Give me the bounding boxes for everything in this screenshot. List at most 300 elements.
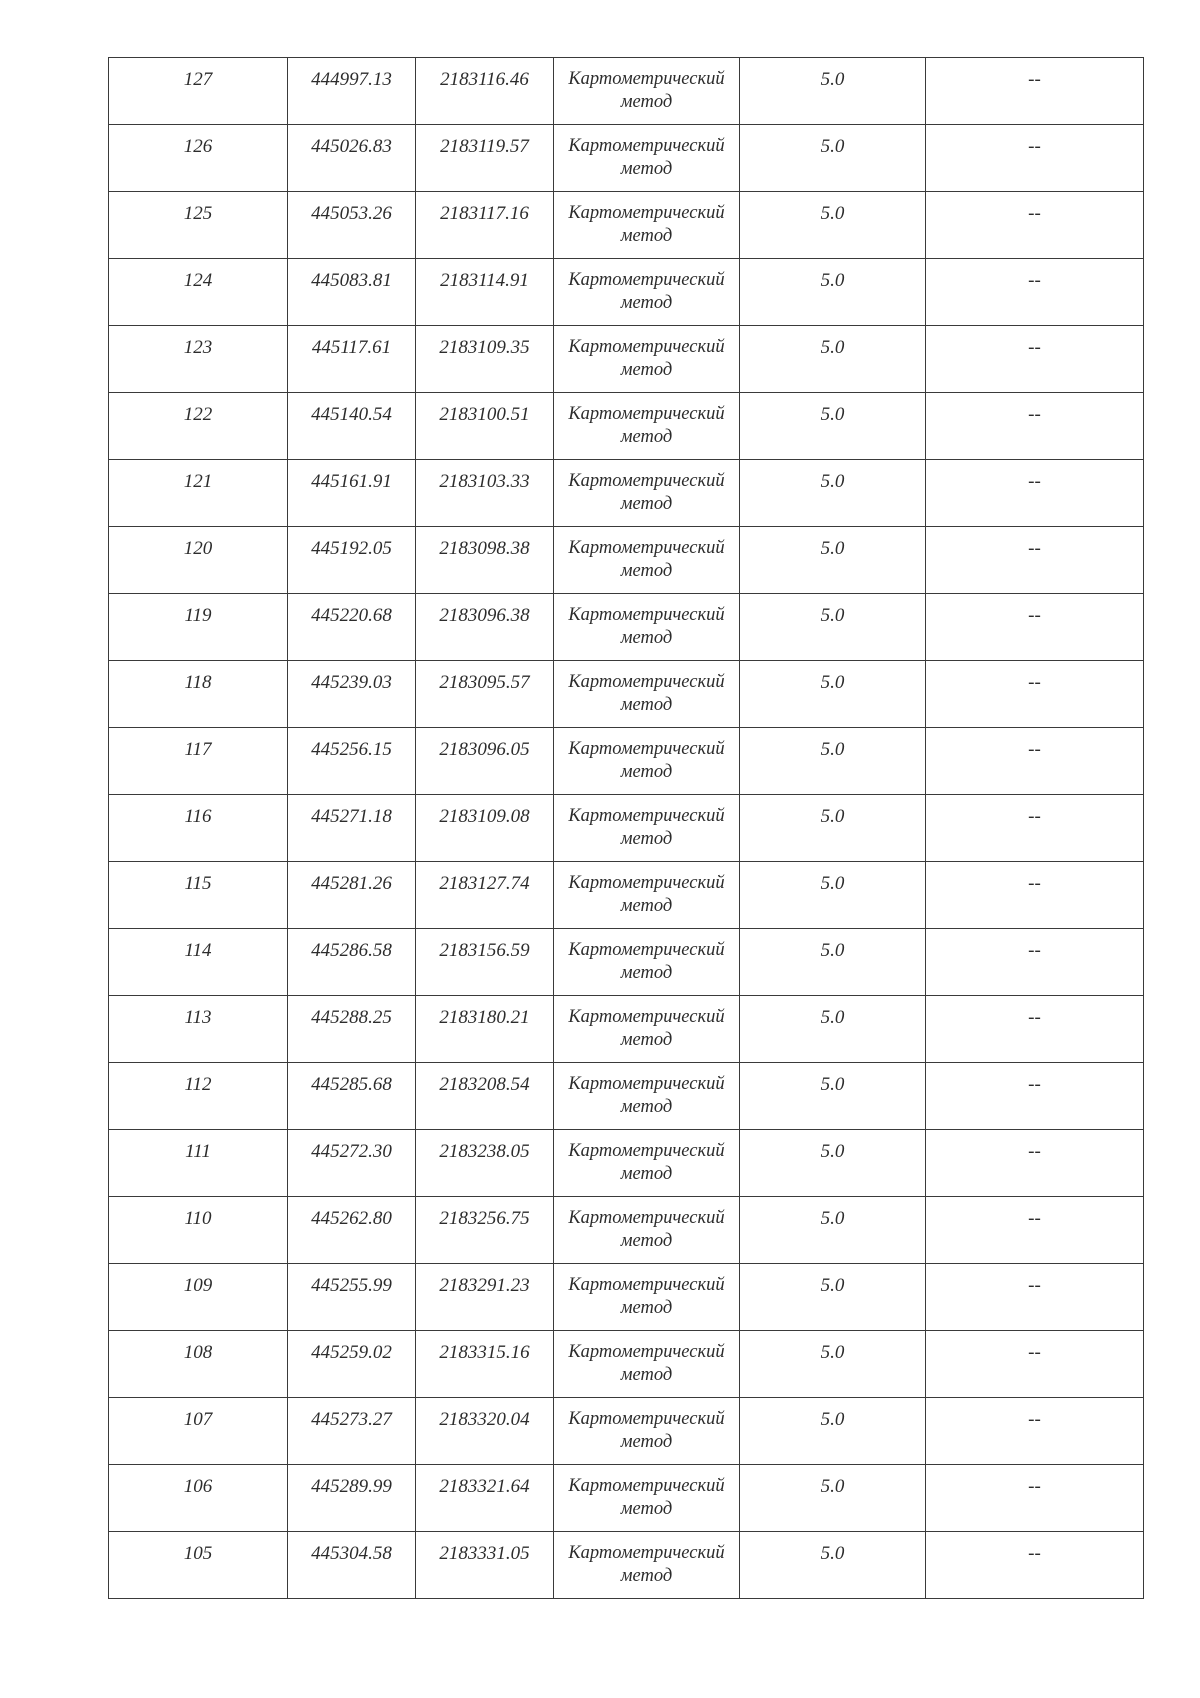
x-coordinate-text: 445192.05 bbox=[311, 538, 392, 559]
y-coordinate-cell bbox=[416, 728, 554, 795]
note-cell bbox=[926, 1398, 1144, 1465]
accuracy-cell bbox=[740, 1398, 926, 1465]
point-number-cell bbox=[109, 929, 288, 996]
note-text: -- bbox=[1028, 1074, 1041, 1095]
x-coordinate-cell bbox=[288, 259, 416, 326]
method-cell bbox=[554, 1331, 740, 1398]
note-text: -- bbox=[1028, 404, 1041, 425]
method-text: Картометрический метод bbox=[568, 1208, 725, 1251]
note-cell bbox=[926, 728, 1144, 795]
note-text: -- bbox=[1028, 806, 1041, 827]
y-coordinate-cell bbox=[416, 661, 554, 728]
x-coordinate-cell bbox=[288, 1532, 416, 1599]
note-cell bbox=[926, 460, 1144, 527]
table-row bbox=[109, 1398, 1144, 1465]
x-coordinate-cell bbox=[288, 1197, 416, 1264]
point-number-text: 105 bbox=[183, 1543, 213, 1564]
note-text: -- bbox=[1028, 538, 1041, 559]
point-number-cell bbox=[109, 259, 288, 326]
note-cell bbox=[926, 1465, 1144, 1532]
note-text: -- bbox=[1028, 1543, 1041, 1564]
y-coordinate-cell bbox=[416, 192, 554, 259]
point-number-cell bbox=[109, 125, 288, 192]
y-coordinate-cell bbox=[416, 1197, 554, 1264]
x-coordinate-cell bbox=[288, 929, 416, 996]
method-text: Картометрический метод bbox=[568, 337, 725, 380]
x-coordinate-cell bbox=[288, 125, 416, 192]
point-number-cell bbox=[109, 326, 288, 393]
y-coordinate-cell bbox=[416, 1532, 554, 1599]
method-cell bbox=[554, 1398, 740, 1465]
method-text: Картометрический метод bbox=[568, 136, 725, 179]
point-number-text: 117 bbox=[184, 739, 212, 760]
x-coordinate-text: 445255.99 bbox=[311, 1275, 392, 1296]
x-coordinate-text: 445271.18 bbox=[311, 806, 392, 827]
x-coordinate-text: 445220.68 bbox=[311, 605, 392, 626]
note-cell bbox=[926, 795, 1144, 862]
accuracy-cell bbox=[740, 1465, 926, 1532]
y-coordinate-cell bbox=[416, 996, 554, 1063]
note-text: -- bbox=[1028, 203, 1041, 224]
point-number-cell bbox=[109, 460, 288, 527]
x-coordinate-cell bbox=[288, 58, 416, 125]
method-cell bbox=[554, 259, 740, 326]
accuracy-text: 5.0 bbox=[820, 940, 845, 961]
x-coordinate-cell bbox=[288, 326, 416, 393]
y-coordinate-text: 2183096.05 bbox=[439, 739, 530, 760]
y-coordinate-text: 2183320.04 bbox=[439, 1409, 530, 1430]
point-number-cell bbox=[109, 1465, 288, 1532]
y-coordinate-text: 2183256.75 bbox=[439, 1208, 530, 1229]
accuracy-cell bbox=[740, 1331, 926, 1398]
method-cell bbox=[554, 996, 740, 1063]
y-coordinate-cell bbox=[416, 393, 554, 460]
y-coordinate-cell bbox=[416, 527, 554, 594]
y-coordinate-text: 2183095.57 bbox=[439, 672, 530, 693]
method-text: Картометрический метод bbox=[568, 1342, 725, 1385]
y-coordinate-cell bbox=[416, 1264, 554, 1331]
accuracy-text: 5.0 bbox=[820, 806, 845, 827]
note-text: -- bbox=[1028, 270, 1041, 291]
method-cell bbox=[554, 795, 740, 862]
method-text: Картометрический метод bbox=[568, 1543, 725, 1586]
accuracy-text: 5.0 bbox=[820, 270, 845, 291]
accuracy-text: 5.0 bbox=[820, 1208, 845, 1229]
note-text: -- bbox=[1028, 471, 1041, 492]
accuracy-cell bbox=[740, 125, 926, 192]
x-coordinate-cell bbox=[288, 996, 416, 1063]
accuracy-text: 5.0 bbox=[820, 1007, 845, 1028]
x-coordinate-text: 445083.81 bbox=[311, 270, 392, 291]
table-row bbox=[109, 259, 1144, 326]
x-coordinate-text: 445262.80 bbox=[311, 1208, 392, 1229]
note-cell bbox=[926, 192, 1144, 259]
accuracy-text: 5.0 bbox=[820, 538, 845, 559]
method-cell bbox=[554, 862, 740, 929]
accuracy-cell bbox=[740, 527, 926, 594]
method-cell bbox=[554, 58, 740, 125]
method-cell bbox=[554, 1532, 740, 1599]
table-row bbox=[109, 1465, 1144, 1532]
accuracy-text: 5.0 bbox=[820, 873, 845, 894]
x-coordinate-cell bbox=[288, 527, 416, 594]
point-number-text: 125 bbox=[183, 203, 213, 224]
x-coordinate-text: 445161.91 bbox=[311, 471, 392, 492]
point-number-cell bbox=[109, 1063, 288, 1130]
x-coordinate-cell bbox=[288, 661, 416, 728]
table-row bbox=[109, 728, 1144, 795]
method-cell bbox=[554, 661, 740, 728]
accuracy-text: 5.0 bbox=[820, 1342, 845, 1363]
point-number-text: 127 bbox=[183, 69, 213, 90]
point-number-cell bbox=[109, 661, 288, 728]
note-text: -- bbox=[1028, 1476, 1041, 1497]
method-text: Картометрический метод bbox=[568, 404, 725, 447]
note-cell bbox=[926, 1264, 1144, 1331]
method-text: Картометрический метод bbox=[568, 605, 725, 648]
x-coordinate-text: 445288.25 bbox=[311, 1007, 392, 1028]
y-coordinate-cell bbox=[416, 862, 554, 929]
y-coordinate-text: 2183109.08 bbox=[439, 806, 530, 827]
method-text: Картометрический метод bbox=[568, 1275, 725, 1318]
table-row bbox=[109, 594, 1144, 661]
point-number-text: 123 bbox=[183, 337, 213, 358]
point-number-cell bbox=[109, 1264, 288, 1331]
note-cell bbox=[926, 1063, 1144, 1130]
table-row bbox=[109, 862, 1144, 929]
accuracy-cell bbox=[740, 795, 926, 862]
y-coordinate-cell bbox=[416, 1130, 554, 1197]
x-coordinate-text: 445239.03 bbox=[311, 672, 392, 693]
accuracy-cell bbox=[740, 1532, 926, 1599]
point-number-cell bbox=[109, 1398, 288, 1465]
table-row bbox=[109, 661, 1144, 728]
accuracy-text: 5.0 bbox=[820, 404, 845, 425]
x-coordinate-cell bbox=[288, 1331, 416, 1398]
x-coordinate-cell bbox=[288, 1063, 416, 1130]
point-number-text: 106 bbox=[183, 1476, 213, 1497]
x-coordinate-cell bbox=[288, 795, 416, 862]
method-cell bbox=[554, 1130, 740, 1197]
method-cell bbox=[554, 1465, 740, 1532]
point-number-text: 115 bbox=[184, 873, 212, 894]
table-row bbox=[109, 58, 1144, 125]
accuracy-cell bbox=[740, 996, 926, 1063]
accuracy-cell bbox=[740, 661, 926, 728]
method-text: Картометрический метод bbox=[568, 69, 725, 112]
note-cell bbox=[926, 1331, 1144, 1398]
method-cell bbox=[554, 1063, 740, 1130]
y-coordinate-text: 2183103.33 bbox=[439, 471, 530, 492]
note-text: -- bbox=[1028, 136, 1041, 157]
note-text: -- bbox=[1028, 672, 1041, 693]
accuracy-text: 5.0 bbox=[820, 1476, 845, 1497]
note-cell bbox=[926, 996, 1144, 1063]
note-cell bbox=[926, 259, 1144, 326]
x-coordinate-text: 445289.99 bbox=[311, 1476, 392, 1497]
y-coordinate-cell bbox=[416, 795, 554, 862]
point-number-cell bbox=[109, 393, 288, 460]
point-number-cell bbox=[109, 728, 288, 795]
accuracy-cell bbox=[740, 58, 926, 125]
table-row bbox=[109, 460, 1144, 527]
note-cell bbox=[926, 393, 1144, 460]
method-cell bbox=[554, 594, 740, 661]
x-coordinate-text: 445259.02 bbox=[311, 1342, 392, 1363]
method-cell bbox=[554, 393, 740, 460]
y-coordinate-text: 2183116.46 bbox=[440, 69, 529, 90]
y-coordinate-cell bbox=[416, 929, 554, 996]
x-coordinate-text: 445026.83 bbox=[311, 136, 392, 157]
x-coordinate-text: 445304.58 bbox=[311, 1543, 392, 1564]
accuracy-text: 5.0 bbox=[820, 1543, 845, 1564]
note-text: -- bbox=[1028, 69, 1041, 90]
accuracy-text: 5.0 bbox=[820, 672, 845, 693]
method-text: Картометрический метод bbox=[568, 270, 725, 313]
y-coordinate-cell bbox=[416, 125, 554, 192]
note-text: -- bbox=[1028, 1007, 1041, 1028]
method-text: Картометрический метод bbox=[568, 1476, 725, 1519]
method-text: Картометрический метод bbox=[568, 1007, 725, 1050]
accuracy-cell bbox=[740, 929, 926, 996]
y-coordinate-text: 2183156.59 bbox=[439, 940, 530, 961]
note-cell bbox=[926, 661, 1144, 728]
y-coordinate-text: 2183208.54 bbox=[439, 1074, 530, 1095]
y-coordinate-text: 2183127.74 bbox=[439, 873, 530, 894]
method-text: Картометрический метод bbox=[568, 739, 725, 782]
point-number-text: 120 bbox=[183, 538, 213, 559]
table-row bbox=[109, 326, 1144, 393]
point-number-text: 116 bbox=[184, 806, 212, 827]
x-coordinate-text: 445053.26 bbox=[311, 203, 392, 224]
accuracy-text: 5.0 bbox=[820, 605, 845, 626]
table-row bbox=[109, 996, 1144, 1063]
y-coordinate-text: 2183114.91 bbox=[440, 270, 529, 291]
accuracy-text: 5.0 bbox=[820, 203, 845, 224]
note-text: -- bbox=[1028, 1342, 1041, 1363]
accuracy-cell bbox=[740, 1063, 926, 1130]
note-cell bbox=[926, 929, 1144, 996]
method-cell bbox=[554, 326, 740, 393]
accuracy-cell bbox=[740, 326, 926, 393]
x-coordinate-cell bbox=[288, 393, 416, 460]
accuracy-cell bbox=[740, 594, 926, 661]
note-text: -- bbox=[1028, 1208, 1041, 1229]
point-number-text: 113 bbox=[184, 1007, 212, 1028]
table-row bbox=[109, 929, 1144, 996]
point-number-text: 119 bbox=[184, 605, 212, 626]
note-text: -- bbox=[1028, 739, 1041, 760]
method-text: Картометрический метод bbox=[568, 538, 725, 581]
note-cell bbox=[926, 527, 1144, 594]
point-number-cell bbox=[109, 594, 288, 661]
accuracy-text: 5.0 bbox=[820, 1275, 845, 1296]
method-cell bbox=[554, 460, 740, 527]
x-coordinate-text: 445140.54 bbox=[311, 404, 392, 425]
note-cell bbox=[926, 1130, 1144, 1197]
note-cell bbox=[926, 58, 1144, 125]
x-coordinate-text: 445272.30 bbox=[311, 1141, 392, 1162]
accuracy-cell bbox=[740, 460, 926, 527]
method-text: Картометрический метод bbox=[568, 471, 725, 514]
table-row bbox=[109, 192, 1144, 259]
point-number-text: 111 bbox=[185, 1141, 211, 1162]
method-text: Картометрический метод bbox=[568, 203, 725, 246]
table-row bbox=[109, 1264, 1144, 1331]
table-row bbox=[109, 1532, 1144, 1599]
x-coordinate-text: 445117.61 bbox=[311, 337, 392, 358]
x-coordinate-text: 445273.27 bbox=[311, 1409, 392, 1430]
note-cell bbox=[926, 1532, 1144, 1599]
note-cell bbox=[926, 125, 1144, 192]
table-row bbox=[109, 1197, 1144, 1264]
point-number-text: 110 bbox=[184, 1208, 212, 1229]
x-coordinate-cell bbox=[288, 1264, 416, 1331]
table-row bbox=[109, 795, 1144, 862]
accuracy-text: 5.0 bbox=[820, 471, 845, 492]
x-coordinate-cell bbox=[288, 862, 416, 929]
accuracy-cell bbox=[740, 393, 926, 460]
y-coordinate-text: 2183331.05 bbox=[439, 1543, 530, 1564]
method-cell bbox=[554, 929, 740, 996]
y-coordinate-text: 2183098.38 bbox=[439, 538, 530, 559]
method-cell bbox=[554, 1197, 740, 1264]
note-cell bbox=[926, 1197, 1144, 1264]
point-number-cell bbox=[109, 527, 288, 594]
y-coordinate-text: 2183109.35 bbox=[439, 337, 530, 358]
note-cell bbox=[926, 326, 1144, 393]
table-row bbox=[109, 1063, 1144, 1130]
y-coordinate-text: 2183238.05 bbox=[439, 1141, 530, 1162]
accuracy-text: 5.0 bbox=[820, 1074, 845, 1095]
accuracy-cell bbox=[740, 1264, 926, 1331]
y-coordinate-cell bbox=[416, 594, 554, 661]
accuracy-text: 5.0 bbox=[820, 1141, 845, 1162]
table-row bbox=[109, 1130, 1144, 1197]
accuracy-cell bbox=[740, 1130, 926, 1197]
method-cell bbox=[554, 527, 740, 594]
point-number-cell bbox=[109, 192, 288, 259]
note-text: -- bbox=[1028, 940, 1041, 961]
accuracy-cell bbox=[740, 728, 926, 795]
point-number-text: 112 bbox=[184, 1074, 212, 1095]
x-coordinate-cell bbox=[288, 728, 416, 795]
y-coordinate-cell bbox=[416, 1331, 554, 1398]
accuracy-text: 5.0 bbox=[820, 739, 845, 760]
point-number-cell bbox=[109, 795, 288, 862]
x-coordinate-text: 445256.15 bbox=[311, 739, 392, 760]
y-coordinate-text: 2183100.51 bbox=[439, 404, 530, 425]
x-coordinate-cell bbox=[288, 192, 416, 259]
method-text: Картометрический метод bbox=[568, 672, 725, 715]
point-number-text: 122 bbox=[183, 404, 213, 425]
accuracy-cell bbox=[740, 1197, 926, 1264]
method-cell bbox=[554, 1264, 740, 1331]
point-number-text: 126 bbox=[183, 136, 213, 157]
coordinates-table bbox=[108, 57, 1144, 1599]
point-number-text: 108 bbox=[183, 1342, 213, 1363]
point-number-text: 124 bbox=[183, 270, 213, 291]
accuracy-cell bbox=[740, 862, 926, 929]
point-number-cell bbox=[109, 996, 288, 1063]
y-coordinate-cell bbox=[416, 1465, 554, 1532]
y-coordinate-text: 2183291.23 bbox=[439, 1275, 530, 1296]
method-cell bbox=[554, 728, 740, 795]
point-number-text: 109 bbox=[183, 1275, 213, 1296]
y-coordinate-cell bbox=[416, 326, 554, 393]
x-coordinate-cell bbox=[288, 1130, 416, 1197]
y-coordinate-cell bbox=[416, 58, 554, 125]
x-coordinate-cell bbox=[288, 594, 416, 661]
method-text: Картометрический метод bbox=[568, 1074, 725, 1117]
x-coordinate-cell bbox=[288, 1398, 416, 1465]
accuracy-text: 5.0 bbox=[820, 69, 845, 90]
point-number-text: 118 bbox=[184, 672, 212, 693]
note-text: -- bbox=[1028, 605, 1041, 626]
note-text: -- bbox=[1028, 1141, 1041, 1162]
x-coordinate-text: 445286.58 bbox=[311, 940, 392, 961]
accuracy-text: 5.0 bbox=[820, 1409, 845, 1430]
y-coordinate-cell bbox=[416, 1398, 554, 1465]
table-row bbox=[109, 527, 1144, 594]
y-coordinate-text: 2183117.16 bbox=[440, 203, 529, 224]
note-cell bbox=[926, 594, 1144, 661]
table-row bbox=[109, 393, 1144, 460]
note-text: -- bbox=[1028, 1275, 1041, 1296]
y-coordinate-text: 2183096.38 bbox=[439, 605, 530, 626]
point-number-cell bbox=[109, 58, 288, 125]
coordinates-table-body bbox=[109, 58, 1144, 1599]
x-coordinate-cell bbox=[288, 460, 416, 527]
y-coordinate-cell bbox=[416, 460, 554, 527]
method-text: Картометрический метод bbox=[568, 1409, 725, 1452]
y-coordinate-cell bbox=[416, 1063, 554, 1130]
y-coordinate-text: 2183119.57 bbox=[440, 136, 529, 157]
table-row bbox=[109, 125, 1144, 192]
point-number-cell bbox=[109, 1130, 288, 1197]
x-coordinate-text: 445285.68 bbox=[311, 1074, 392, 1095]
method-text: Картометрический метод bbox=[568, 940, 725, 983]
method-text: Картометрический метод bbox=[568, 806, 725, 849]
point-number-text: 107 bbox=[183, 1409, 213, 1430]
method-text: Картометрический метод bbox=[568, 873, 725, 916]
method-text: Картометрический метод bbox=[568, 1141, 725, 1184]
point-number-text: 114 bbox=[184, 940, 212, 961]
note-text: -- bbox=[1028, 873, 1041, 894]
point-number-cell bbox=[109, 1197, 288, 1264]
y-coordinate-text: 2183180.21 bbox=[439, 1007, 530, 1028]
y-coordinate-text: 2183315.16 bbox=[439, 1342, 530, 1363]
note-cell bbox=[926, 862, 1144, 929]
y-coordinate-cell bbox=[416, 259, 554, 326]
point-number-text: 121 bbox=[183, 471, 213, 492]
x-coordinate-cell bbox=[288, 1465, 416, 1532]
point-number-cell bbox=[109, 1331, 288, 1398]
x-coordinate-text: 445281.26 bbox=[311, 873, 392, 894]
y-coordinate-text: 2183321.64 bbox=[439, 1476, 530, 1497]
point-number-cell bbox=[109, 862, 288, 929]
method-cell bbox=[554, 125, 740, 192]
point-number-cell bbox=[109, 1532, 288, 1599]
note-text: -- bbox=[1028, 1409, 1041, 1430]
accuracy-text: 5.0 bbox=[820, 136, 845, 157]
note-text: -- bbox=[1028, 337, 1041, 358]
table-row bbox=[109, 1331, 1144, 1398]
method-cell bbox=[554, 192, 740, 259]
accuracy-cell bbox=[740, 259, 926, 326]
accuracy-cell bbox=[740, 192, 926, 259]
x-coordinate-text: 444997.13 bbox=[311, 69, 392, 90]
